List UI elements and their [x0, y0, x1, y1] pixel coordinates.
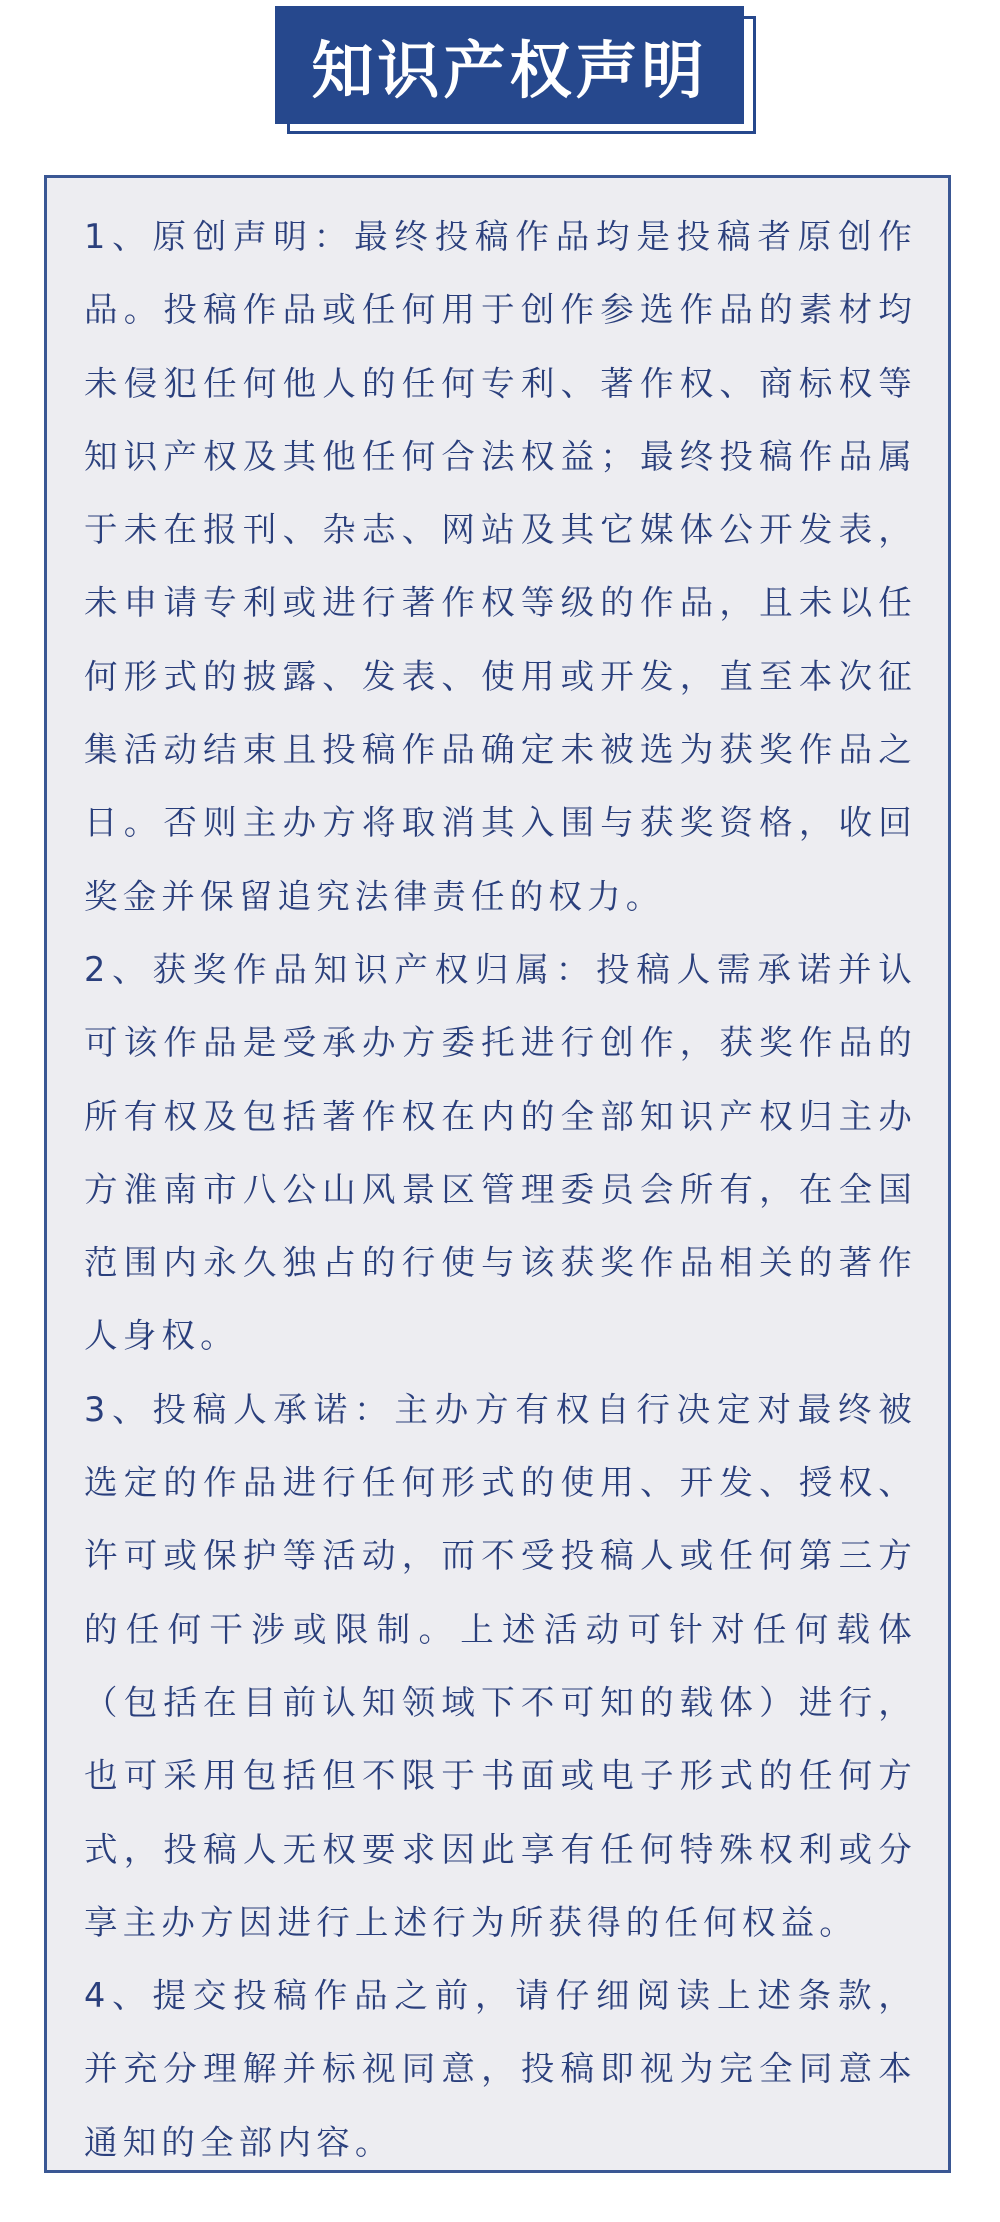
- clause-agreement: 4、提交投稿作品之前，请仔细阅读上述条款，并充分理解并标视同意，投稿即视为完全同意本通知的全部内容。: [84, 1976, 917, 2162]
- title-banner: [275, 6, 744, 130]
- clause-ownership: 2、获奖作品知识产权归属：投稿人需承诺并认可该作品是受承办方委托进行创作，获奖作品的所有权及包括著作权在内的全部知识产权归主办方淮南市八公山风景区管理委员会所有，在全国范围内永久独占的行使与该获奖作品相关的著作人身权。: [84, 949, 917, 1356]
- page-title: 知识产权声明: [275, 6, 744, 124]
- statement-panel: [44, 175, 951, 2173]
- statement-body: [84, 200, 917, 2179]
- clause-originality: 1、原创声明：最终投稿作品均是投稿者原创作品。投稿作品或任何用于创作参选作品的素材均未侵犯任何他人的任何专利、著作权、商标权等知识产权及其他任何合法权益；最终投稿作品属于未在报刊、杂志、网站及其它媒体公开发表，未申请专利或进行著作权等级的作品，且未以任何形式的披露、发表、使用或开发，直至本次征集活动结束且投稿作品确定未被选为获奖作品之日。否则主办方将取消其入围与获奖资格，收回奖金并保留追究法律责任的权力。: [84, 217, 917, 916]
- clause-commitment: 3、投稿人承诺：主办方有权自行决定对最终被选定的作品进行任何形式的使用、开发、授权、许可或保护等活动，而不受投稿人或任何第三方的任何干涉或限制。上述活动可针对任何载体（包括在目前认知领域下不可知的载体）进行，也可采用包括但不限于书面或电子形式的任何方式，投稿人无权要求因此享有任何特殊权利或分享主办方因进行上述行为所获得的任何权益。: [84, 1389, 917, 1942]
